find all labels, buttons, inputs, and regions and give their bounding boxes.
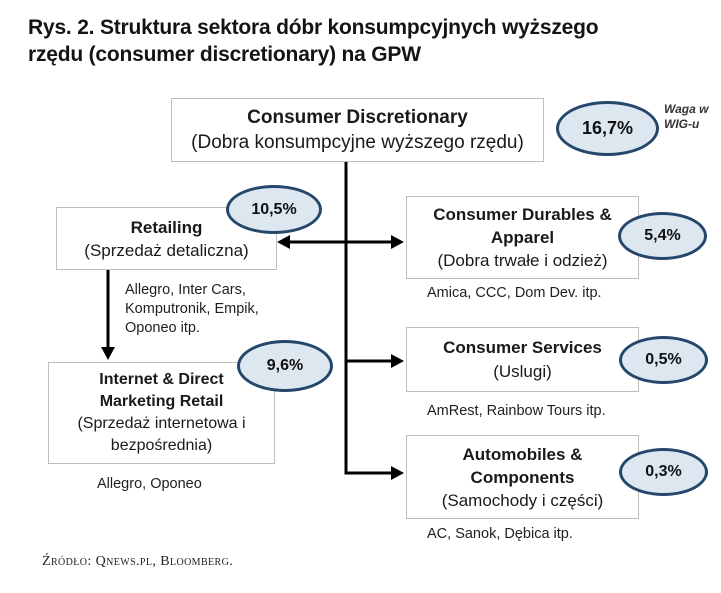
node-internet-name-line1: Internet & Direct <box>99 371 224 388</box>
node-internet-subtitle-line1: (Sprzedaż internetowa i <box>77 415 246 432</box>
companies-retailing-line1: Allegro, Inter Cars, <box>125 282 246 298</box>
arrowhead-retailing <box>277 235 290 249</box>
node-automobiles-name-line1: Automobiles & <box>462 444 583 464</box>
node-durables-subtitle: (Dobra trwałe i odzież) <box>437 251 608 270</box>
weight-badge-internet: 9,6% <box>237 340 333 392</box>
node-consumer-services <box>406 327 639 392</box>
companies-internet: Allegro, Oponeo <box>97 476 202 492</box>
weight-badge-retailing: 10,5% <box>226 185 322 234</box>
companies-durables: Amica, CCC, Dom Dev. itp. <box>427 285 602 301</box>
companies-retailing-line3: Oponeo itp. <box>125 320 200 336</box>
wig-weight-note-line1: Waga w <box>664 102 709 116</box>
node-internet-name-line2: Marketing Retail <box>99 393 224 410</box>
weight-badge-automobiles: 0,3% <box>619 448 708 496</box>
wig-weight-note-line2: WIG-u <box>664 117 700 131</box>
weight-badge-durables: 5,4% <box>618 212 707 260</box>
source-note: Źródło: Qnews.pl, Bloomberg. <box>42 554 234 569</box>
node-automobiles-components <box>406 435 639 519</box>
figure-title-line1: Rys. 2. Struktura sektora dóbr konsumpcyjnych wyższego <box>28 16 599 39</box>
companies-services: AmRest, Rainbow Tours itp. <box>427 403 606 419</box>
arrowhead-durables <box>391 235 404 249</box>
node-consumer-discretionary <box>171 98 544 162</box>
node-automobiles-subtitle: (Samochody i części) <box>441 490 604 510</box>
node-durables-name-line1: Consumer Durables & <box>433 205 612 224</box>
node-durables-name-line2: Apparel <box>490 228 555 247</box>
node-internet-subtitle-line2: bezpośrednia) <box>110 437 213 454</box>
wig-weight-note <box>664 102 708 132</box>
node-automobiles-name-line2: Components <box>470 467 575 487</box>
node-consumer-discretionary-subtitle: (Dobra konsumpcyjne wyższego rzędu) <box>191 132 524 153</box>
node-consumer-discretionary-name: Consumer Discretionary <box>247 107 468 128</box>
arrowhead-automobiles <box>391 466 404 480</box>
node-consumer-durables-apparel <box>406 196 639 279</box>
companies-retailing-line2: Komputronik, Empik, <box>125 301 259 317</box>
arrowhead-internet <box>101 347 115 360</box>
node-services-subtitle: (Uslugi) <box>493 361 552 381</box>
node-retailing-name: Retailing <box>130 217 203 237</box>
arrowhead-services <box>391 354 404 368</box>
weight-badge-consumer-discretionary: 16,7% <box>556 101 659 156</box>
figure-title-line2: rzędu (consumer discretionary) na GPW <box>28 43 421 66</box>
node-retailing-subtitle: (Sprzedaż detaliczna) <box>84 240 249 260</box>
weight-badge-services: 0,5% <box>619 336 708 384</box>
trunk-connector <box>346 160 392 473</box>
companies-retailing <box>125 281 259 338</box>
companies-automobiles: AC, Sanok, Dębica itp. <box>427 526 573 542</box>
node-services-name: Consumer Services <box>443 337 602 357</box>
